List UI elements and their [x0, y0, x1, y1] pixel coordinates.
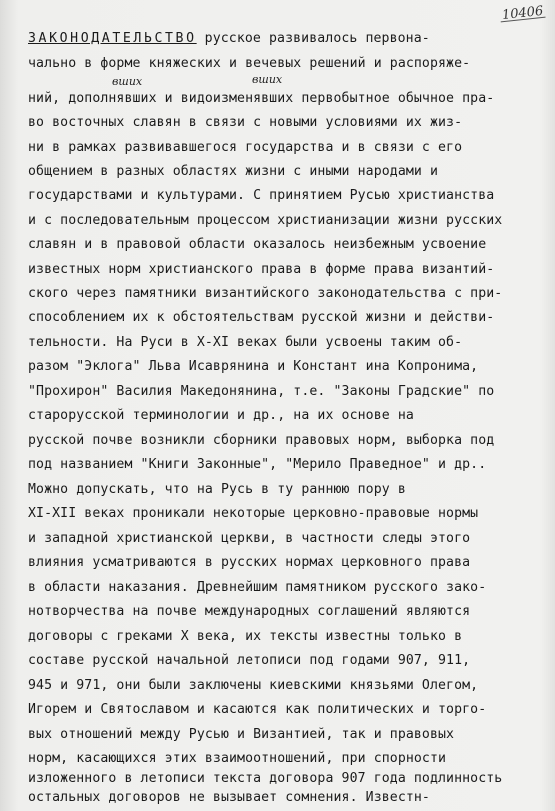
page-number: 10406 — [500, 3, 544, 24]
text-line: остальных договоров не вызывает сомнения. Известн- — [28, 790, 430, 805]
text-line: старорусской терминологии и др., на их основе на — [28, 408, 414, 423]
text-line: ЗАКОНОДАТЕЛЬСТВО русское развивалось первона- — [28, 31, 430, 46]
text-line: общением в разных областях жизни с иными народами и — [28, 164, 439, 179]
text-line: ского через памятники византийского законодательства с при- — [28, 286, 503, 301]
text-line: XI-XII веках проникали некоторые церковно-правовые нормы — [28, 506, 479, 521]
text-line: во восточных славян в связи с новыми условиями их жиз- — [28, 115, 463, 130]
handwritten-correction: вших — [252, 73, 283, 86]
text-line: и западной христианской церкви, в частности следы этого — [28, 531, 471, 546]
text-line: государствами и культурами. С принятием Русью христианства — [28, 188, 495, 203]
text-line: изложенного в летописи текста договора 907 года подлинность — [28, 771, 503, 786]
text-line: вых отношений между Русью и Византией, так и правовых — [28, 727, 455, 742]
text-line: влияния усматриваются в русских нормах церковного права — [28, 555, 471, 570]
text-line: договоры с греками X века, их тексты известны только в — [28, 629, 463, 644]
text-line: норм, касающихся этих взаимоотношений, при спорности — [28, 751, 447, 766]
text-line: под названием "Книги Законные", "Мерило Праведное" и др.. — [28, 457, 487, 472]
text-line: известных норм христианского права в форме права византий- — [28, 262, 495, 277]
text-line: в области наказания. Древнейшим памятником русского зако- — [28, 580, 487, 595]
handwritten-correction: вших — [112, 75, 143, 88]
text-line: Можно допускать, что на Русь в ту раннюю пору в — [28, 482, 406, 497]
text-line: чально в форме княжеских и вечевых решений и распоряже- — [28, 56, 471, 71]
text-line: разом "Эклога" Льва Исаврянина и Констант ина Копронима, — [28, 359, 479, 374]
text-line: составе русской начальной летописи под годами 907, 911, — [28, 653, 471, 668]
heading: ЗАКОНОДАТЕЛЬСТВО — [28, 31, 197, 46]
text-line: русской почве возникли сборники правовых норм, выборка под — [28, 433, 495, 448]
text-line: славян и в правовой области оказалось неизбежным усвоение — [28, 237, 487, 252]
text-line: Игорем и Святославом и касаются как политических и торго- — [28, 702, 487, 717]
text-line: нотворчества на почве международных соглашений являются — [28, 604, 471, 619]
text-line: "Прохирон" Василия Македонянина, т.е. "Законы Градские" по — [28, 384, 495, 399]
text-line: способлением их к обстоятельствам русской жизни и действи- — [28, 310, 495, 325]
text-line: 945 и 971, они были заключены киевскими князьями Олегом, — [28, 678, 479, 693]
text-line: тельности. На Руси в X-XI веках были усвоены таким об- — [28, 335, 463, 350]
text-line: ний, дополнявших и видоизменявших первобытное обычное пра- — [28, 91, 495, 106]
text-line: и с последовательным процессом христианизации жизни русских — [28, 213, 503, 228]
text-line: ни в рамках развивавшегося государства и в связи с его — [28, 140, 463, 155]
